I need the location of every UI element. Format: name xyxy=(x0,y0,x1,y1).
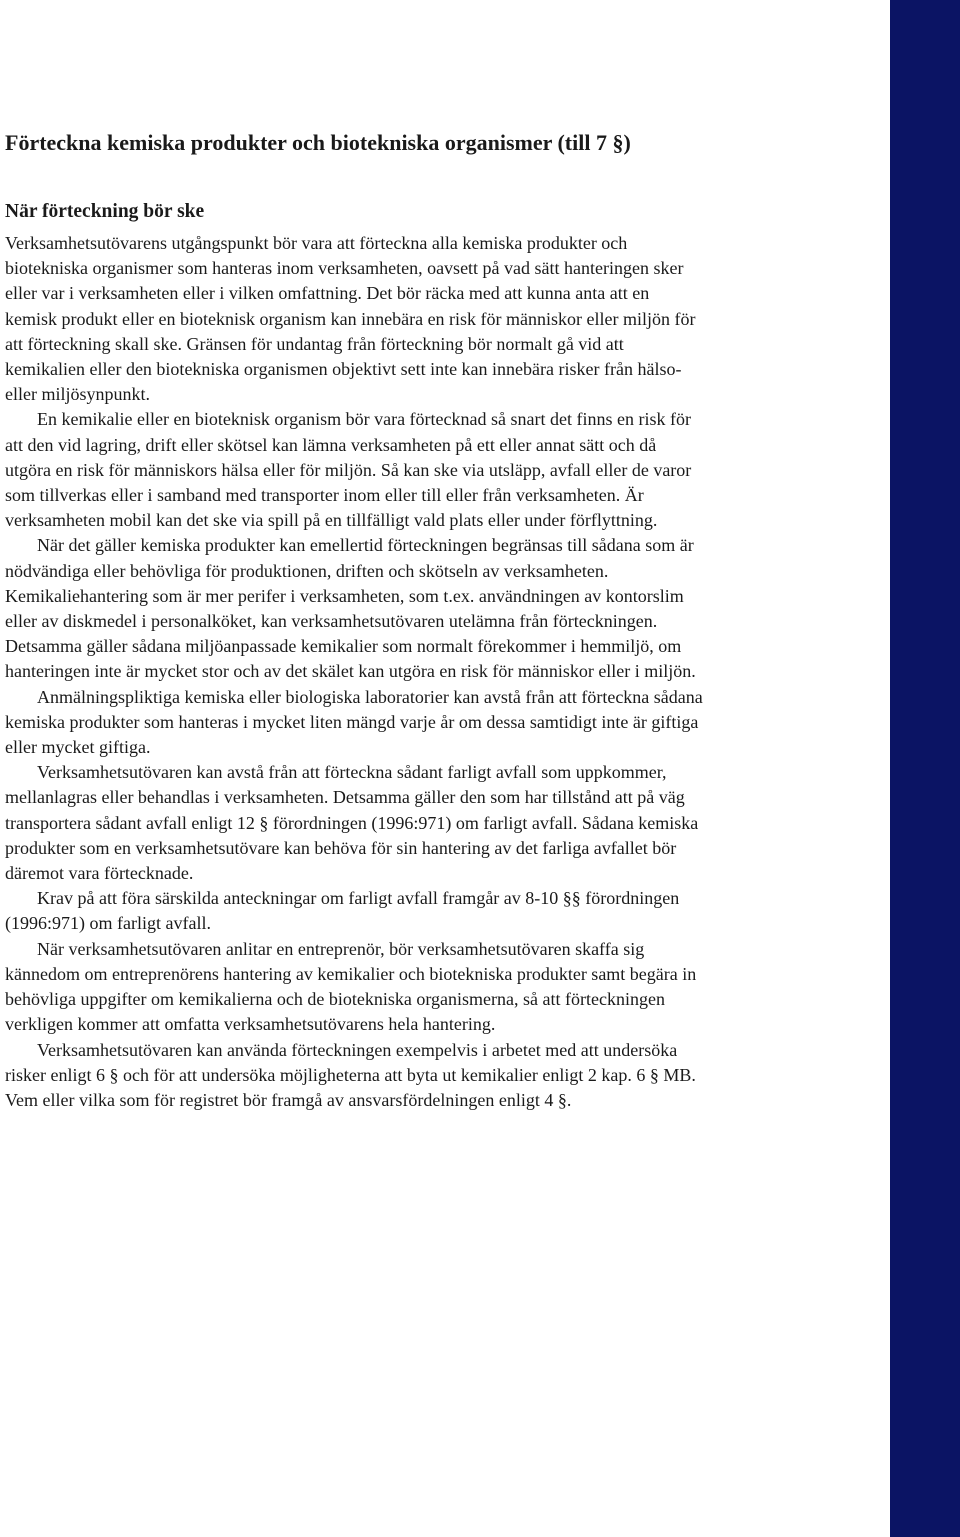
document-body xyxy=(5,231,705,1113)
paragraph-3: När det gäller kemiska produkter kan emellertid förteckningen begränsas till sådana som är nödvändiga eller behövliga för produktionen, driften och skötseln av verksamheten. Kemikaliehantering som är mer perifer i verksamheten, som t.ex. användningen av kontorslim eller av diskmedel i personalköket, kan verksamhetsutövaren utelämna från förteckningen. Detsamma gäller sådana miljöanpassade kemikalier som normalt förekommer i hemmiljö, om hanteringen inte är mycket stor och av det skälet kan utgöra en risk för människor eller i miljön. xyxy=(5,535,696,682)
paragraph-7: När verksamhetsutövaren anlitar en entreprenör, bör verksamhetsutövaren skaffa sig kännedom om entreprenörens hantering av kemikalier och biotekniska produkter samt begära in behövliga uppgifter om kemikalierna och de biotekniska organismerna, så att förteckningen verkligen kommer att omfatta verksamhetsutövarens hela hantering. xyxy=(5,938,697,1035)
paragraph-8: Verksamhetsutövaren kan använda förteckningen exempelvis i arbetet med att undersöka risker enligt 6 § och för att undersöka möjligheterna att byta ut kemikalier enligt 2 kap. 6 § MB. Vem eller vilka som för registret bör framgå av ansvarsfördelningen enligt 4 §. xyxy=(5,1039,696,1110)
paragraph-5: Verksamhetsutövaren kan avstå från att förteckna sådant farligt avfall som uppkommer, mellanlagras eller behandlas i verksamheten. Detsamma gäller den som har tillstånd att på väg transportera sådant avfall enligt 12 § förordningen (1996:971) om farligt avfall. Sådana kemiska produkter som en verksamhetsutövare kan behöva för sin hantering av det farliga avfallet bör däremot vara förtecknade. xyxy=(5,762,699,884)
sidebar-stripe xyxy=(890,0,960,1537)
paragraph-1: Verksamhetsutövarens utgångspunkt bör vara att förteckna alla kemiska produkter och biotekniska organismer som hanteras inom verksamheten, oavsett på vad sätt hanteringen sker eller var i verksamheten eller i vilken omfattning. Det bör räcka med att kunna anta att en kemisk produkt eller en bioteknisk organism kan innebära en risk för människor eller miljön för att förteckning skall ske. Gränsen för undantag från förteckning bör normalt gå vid att kemikalien eller den biotekniska organismen objektivt sett inte kan innebära risker från hälso- eller miljösynpunkt. xyxy=(5,233,696,405)
page-title: Förteckna kemiska produkter och biotekniska organismer (till 7 §) xyxy=(5,130,631,155)
paragraph-2: En kemikalie eller en bioteknisk organism bör vara förtecknad så snart det finns en risk för att den vid lagring, drift eller skötsel kan lämna verksamheten på ett eller annat sätt och då utgöra en risk för människors hälsa eller för miljön. Så kan ske via utsläpp, avfall eller de varor som tillverkas eller i samband med transporter inom eller till eller från verksamheten. Är verksamheten mobil kan det ske via spill på en tillfälligt vald plats eller under förflyttning. xyxy=(5,409,692,531)
document-content xyxy=(5,127,705,1113)
section-heading: När förteckning bör ske xyxy=(5,201,205,222)
paragraph-4: Anmälningspliktiga kemiska eller biologiska laboratorier kan avstå från att förteckna sådana kemiska produkter som hanteras i mycket liten mängd varje år om dessa samtidigt inte är giftiga eller mycket giftiga. xyxy=(5,686,703,758)
paragraph-6: Krav på att föra särskilda anteckningar om farligt avfall framgår av 8-10 §§ förordningen (1996:971) om farligt avfall. xyxy=(5,888,680,934)
